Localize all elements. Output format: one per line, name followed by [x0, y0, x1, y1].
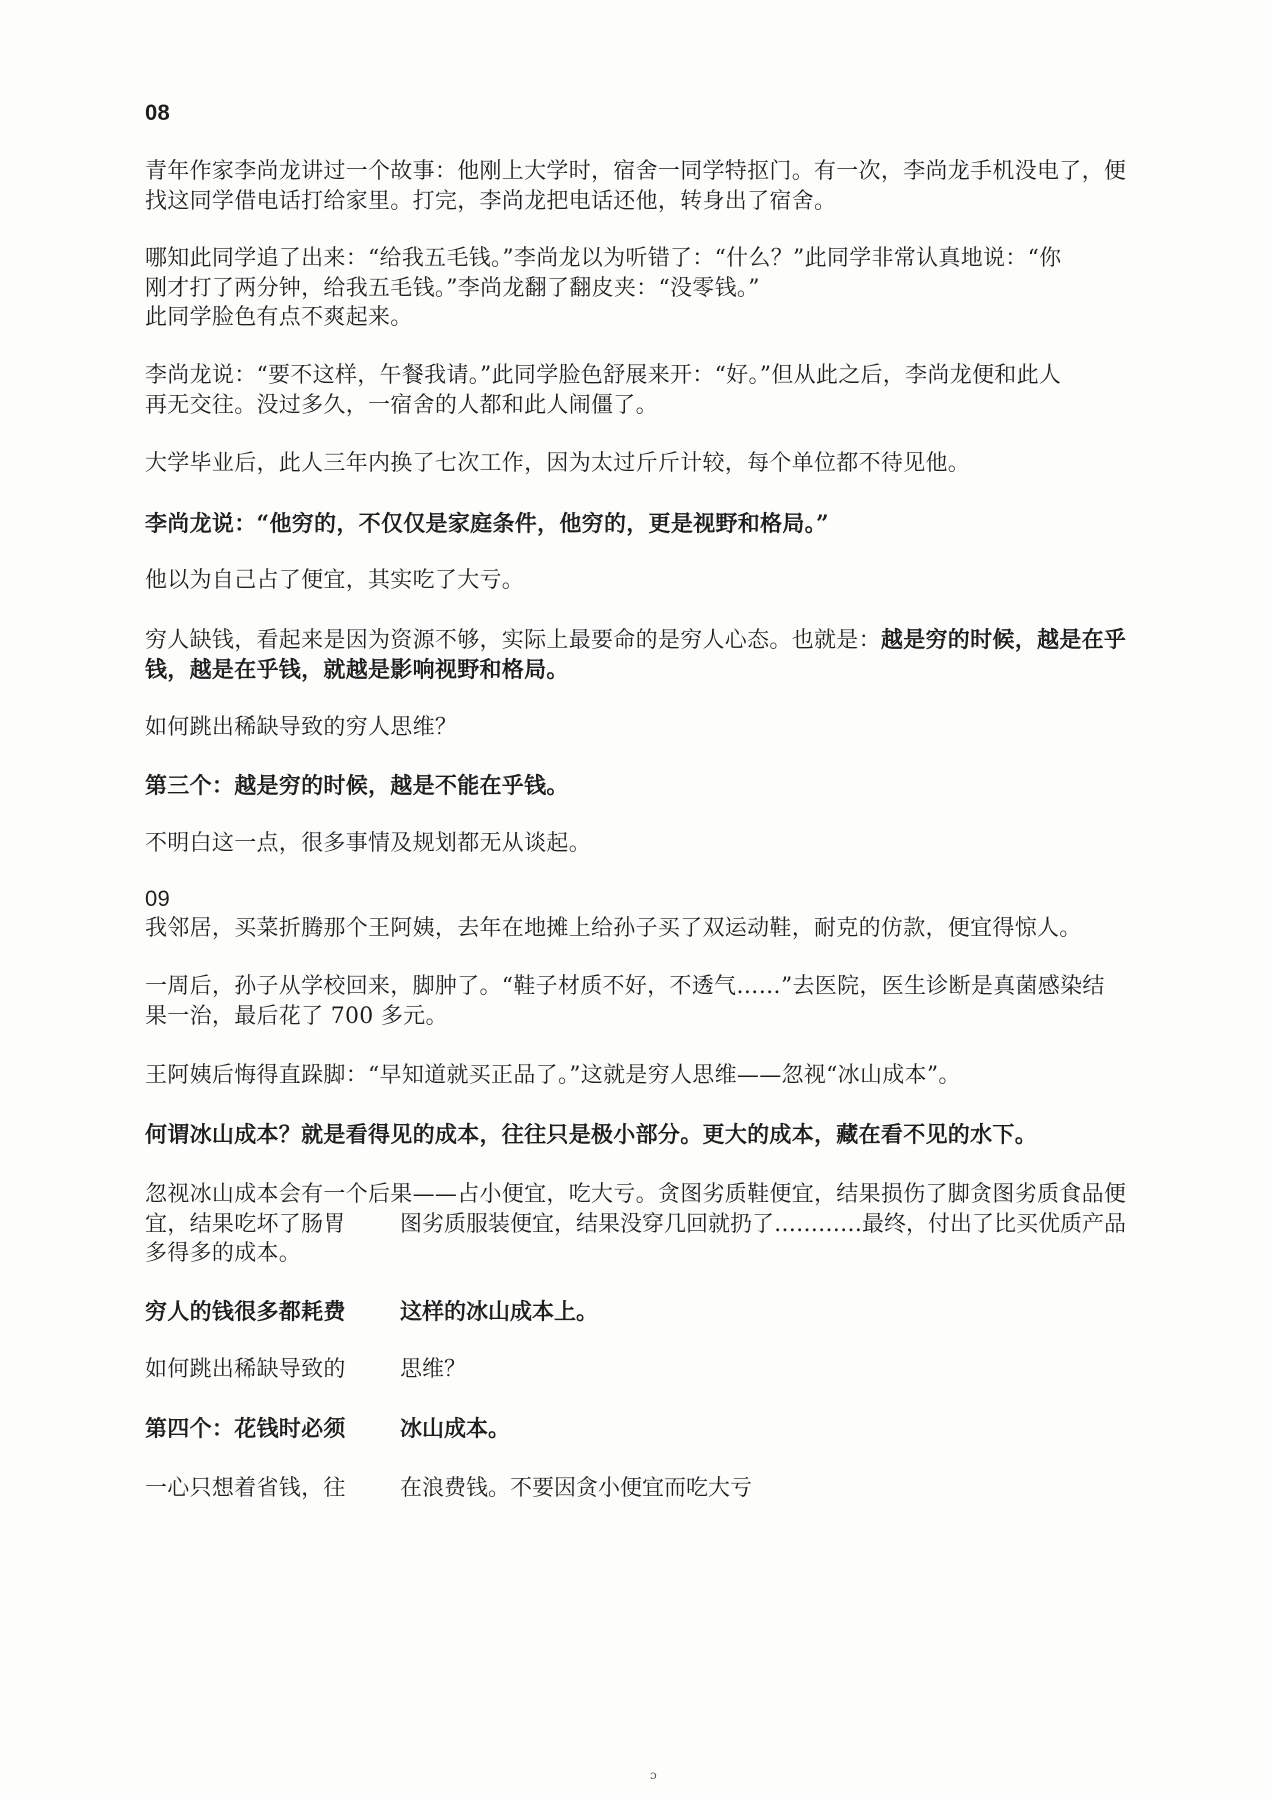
paragraph-line: 哪知此同学追了出来：“给我五毛钱。”李尚龙以为听错了：“什么？”此同学非常认真地说：“你: [145, 246, 1062, 271]
paragraph-line: [145, 625, 1175, 656]
paragraph-line: 刚才打了两分钟，给我五毛钱。”李尚龙翻了翻皮夹：“没零钱。”: [145, 276, 760, 301]
plain-text: 穷人缺钱，看起来是因为资源不够，实际上最要命的是穷人心态。也就是：: [145, 628, 881, 653]
heading-fragment: 冰山成本。: [400, 1416, 511, 1442]
section-number: 08: [145, 100, 171, 125]
heading-line: 第四个：花钱时必须: [145, 1416, 346, 1442]
paragraph-line: 找这同学借电话打给家里。打完，李尚龙把电话还他，转身出了宿舍。: [145, 189, 837, 214]
paragraph-line: 李尚龙说：“要不这样，午餐我请。”此同学脸色舒展来开：“好。”但从此之后，李尚龙便和此人: [145, 363, 1062, 388]
section-number: 09: [145, 886, 171, 911]
paragraph-line: 大学毕业后，此人三年内换了七次工作，因为太过斤斤计较，每个单位都不待见他。: [145, 451, 971, 476]
paragraph-line: 宜，结果吃坏了肠胃: [145, 1212, 346, 1237]
bold-line: 何谓冰山成本？就是看得见的成本，往往只是极小部分。更大的成本，藏在看不见的水下。: [145, 1122, 1038, 1148]
paragraph-line: 果一治，最后花了 700 多元。: [145, 1004, 448, 1029]
paragraph-line: 我邻居，买菜折腾那个王阿姨，去年在地摊上给孙子买了双运动鞋，耐克的仿款，便宜得惊人。: [145, 916, 1082, 941]
paragraph-fragment: 思维？: [400, 1357, 467, 1382]
paragraph-fragment: 图劣质服装便宜，结果没穿几回就扔了…………最终，付出了比买优质产品: [400, 1212, 1127, 1237]
paragraph-line: 多得多的成本。: [145, 1241, 302, 1266]
paragraph-line: 王阿姨后悔得直跺脚：“早知道就买正品了。”这就是穷人思维——忽视“冰山成本”。: [145, 1063, 961, 1088]
paragraph-line: 此同学脸色有点不爽起来。: [145, 305, 413, 330]
bold-line: 穷人的钱很多都耗费: [145, 1299, 346, 1325]
paragraph-line: 不明白这一点，很多事情及规划都无从谈起。: [145, 831, 592, 856]
paragraph-line: 如何跳出稀缺导致的: [145, 1357, 346, 1382]
paragraph-line: 一心只想着省钱，往: [145, 1476, 346, 1501]
bold-text: 越是穷的时候，越是在乎: [880, 627, 1127, 653]
bold-line: 钱，越是在乎钱，就越是影响视野和格局。: [145, 657, 569, 683]
page-mark: ɔ: [650, 1768, 657, 1782]
paragraph-line: 他以为自己占了便宜，其实吃了大亏。: [145, 568, 525, 593]
heading-line: 第三个：越是穷的时候，越是不能在乎钱。: [145, 773, 569, 799]
paragraph-fragment: 在浪费钱。不要因贪小便宜而吃大亏: [400, 1476, 753, 1501]
paragraph-line: 再无交往。没过多久，一宿舍的人都和此人闹僵了。: [145, 393, 658, 418]
paragraph-line: 一周后，孙子从学校回来，脚肿了。“鞋子材质不好，不透气……”去医院，医生诊断是真菌感染结: [145, 974, 1105, 999]
bold-fragment: 这样的冰山成本上。: [400, 1299, 599, 1325]
paragraph-line: 如何跳出稀缺导致的穷人思维？: [145, 715, 458, 740]
paragraph-line: 青年作家李尚龙讲过一个故事：他刚上大学时，宿舍一同学特抠门。有一次，李尚龙手机没电了，便: [145, 159, 1127, 184]
paragraph-line: 忽视冰山成本会有一个后果——占小便宜，吃大亏。贪图劣质鞋便宜，结果损伤了脚贪图劣质食品便: [145, 1182, 1127, 1207]
quote-line: 李尚龙说：“他穷的，不仅仅是家庭条件，他穷的，更是视野和格局。”: [145, 511, 829, 537]
